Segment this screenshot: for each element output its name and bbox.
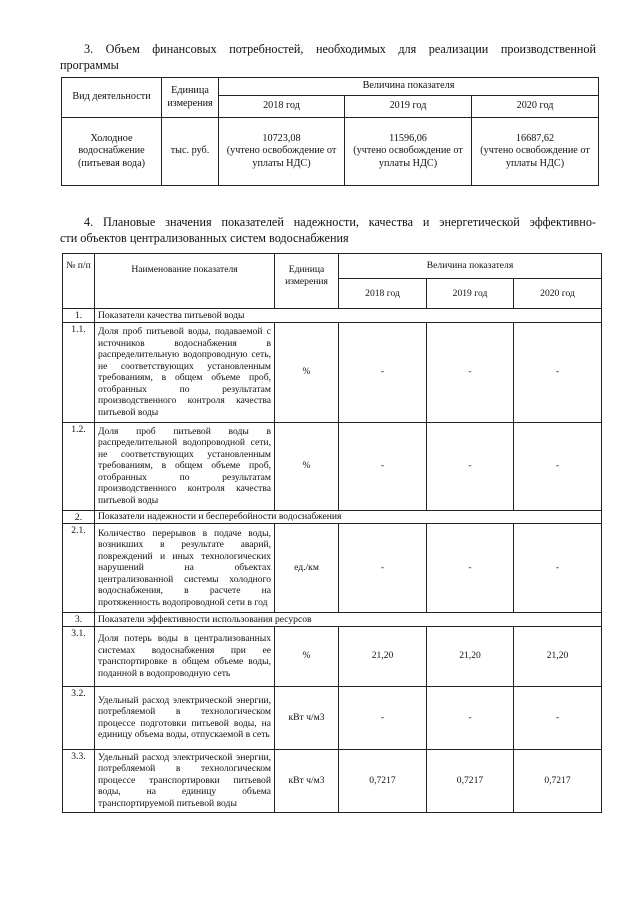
indicator-unit: %: [275, 322, 339, 422]
indicators-table: [62, 253, 602, 813]
indicator-value: 21,20: [514, 626, 602, 686]
value-cell: [345, 118, 472, 186]
value-note: (учтено освобождение от уплаты НДС): [480, 145, 590, 169]
header-num: № п/п: [63, 254, 95, 309]
group-row: [63, 613, 602, 627]
indicator-value: -: [514, 524, 602, 613]
row-num: 2.1.: [63, 524, 95, 613]
financial-needs-table: [61, 77, 599, 186]
group-row: [63, 510, 602, 524]
indicator-name: Доля проб питьевой воды в распределительной водопроводной сети, не соответствующих установленным требованиям, в общем объеме проб, отобранных по результатам производственного контроля качества питьевой воды: [95, 422, 275, 510]
indicator-name: Доля проб питьевой воды, подаваемой с источников водоснабжения в распределительную водопроводную сеть, не соответствующих установленным требованиям, в общем объеме проб, отобранных по результатам производственного контроля качества питьевой воды: [95, 322, 275, 422]
group-num: 1.: [63, 309, 95, 323]
value-note: (учтено освобождение от уплаты НДС): [353, 145, 463, 169]
group-title: Показатели эффективности использования ресурсов: [95, 613, 602, 627]
indicator-unit: %: [275, 422, 339, 510]
indicator-value: -: [427, 322, 514, 422]
header-unit: Единица измерения: [162, 78, 219, 118]
header-year: 2018 год: [339, 279, 427, 309]
header-year: 2019 год: [345, 96, 472, 118]
indicator-unit: кВт ч/м3: [275, 686, 339, 749]
indicator-name: Доля потерь воды в централизованных системах водоснабжения при ее транспортировке в общем объеме воды, поданной в водопроводную сеть: [95, 626, 275, 686]
indicator-value: -: [339, 422, 427, 510]
indicator-value: -: [427, 422, 514, 510]
table-row: [63, 322, 602, 422]
indicator-value: 0,7217: [427, 749, 514, 812]
indicator-unit: %: [275, 626, 339, 686]
indicator-value: -: [514, 686, 602, 749]
header-name: Наименование показателя: [95, 254, 275, 309]
row-num: 3.2.: [63, 686, 95, 749]
value-amount: 11596,06: [389, 132, 427, 144]
indicator-value: -: [427, 686, 514, 749]
value-amount: 16687,62: [515, 132, 555, 144]
header-year: 2019 год: [427, 279, 514, 309]
indicator-name: Удельный расход электрической энергии, потребляемой в технологическом процессе транспортировки питьевой воды, на единицу объема транспортируемой питьевой воды: [95, 749, 275, 812]
table-row: [63, 422, 602, 510]
section4-title-cont: сти объектов централизованных систем водоснабжения: [60, 231, 349, 245]
header-activity: Вид деятельности: [62, 78, 162, 118]
header-year: 2020 год: [514, 279, 602, 309]
indicator-value: 21,20: [339, 626, 427, 686]
indicator-value: -: [514, 422, 602, 510]
header-year: 2018 год: [219, 96, 345, 118]
group-num: 2.: [63, 510, 95, 524]
header-value: Величина показателя: [339, 254, 602, 279]
unit-cell: тыс. руб.: [162, 118, 219, 186]
group-title: Показатели качества питьевой воды: [95, 309, 602, 323]
row-num: 3.1.: [63, 626, 95, 686]
table-row: [63, 626, 602, 686]
group-num: 3.: [63, 613, 95, 627]
group-title: Показатели надежности и бесперебойности водоснабжения: [95, 510, 602, 524]
row-num: 1.2.: [63, 422, 95, 510]
value-amount: 10723,08: [262, 132, 301, 144]
indicator-value: 0,7217: [339, 749, 427, 812]
section3-title-cont: программы: [60, 58, 119, 72]
value-note: (учтено освобождение от уплаты НДС): [226, 145, 337, 169]
indicator-unit: кВт ч/м3: [275, 749, 339, 812]
indicator-value: -: [427, 524, 514, 613]
indicator-value: 21,20: [427, 626, 514, 686]
indicator-name: Удельный расход электрической энергии, потребляемой в технологическом процессе подготовки питьевой воды, на единицу объема воды, отпускаемой в сеть: [95, 686, 275, 749]
header-year: 2020 год: [472, 96, 599, 118]
indicator-name: Количество перерывов в подаче воды, возникших в результате аварий, повреждений и иных технологических нарушений на объектах централизованной системы холодного водоснабжения, в расчете на протяженность водопроводной сети в год: [95, 524, 275, 613]
value-cell: [219, 118, 345, 186]
indicator-value: 0,7217: [514, 749, 602, 812]
activity-cell: Холодное водоснабжение (питьевая вода): [62, 118, 162, 186]
row-num: 1.1.: [63, 322, 95, 422]
indicator-value: -: [339, 322, 427, 422]
group-row: [63, 309, 602, 323]
section3-title: 3. Объем финансовых потребностей, необходимых для реализации производственной: [84, 42, 596, 56]
table-row: [63, 749, 602, 812]
header-value: Величина показателя: [219, 78, 599, 96]
section4-title: 4. Плановые значения показателей надежности, качества и энергетической эффективно-: [84, 215, 596, 229]
indicator-value: -: [514, 322, 602, 422]
indicator-unit: ед./км: [275, 524, 339, 613]
row-num: 3.3.: [63, 749, 95, 812]
table-row: [63, 524, 602, 613]
indicator-value: -: [339, 686, 427, 749]
table-row: [63, 686, 602, 749]
value-cell: [472, 118, 599, 186]
indicator-value: -: [339, 524, 427, 613]
header-unit: Единица измерения: [275, 254, 339, 309]
